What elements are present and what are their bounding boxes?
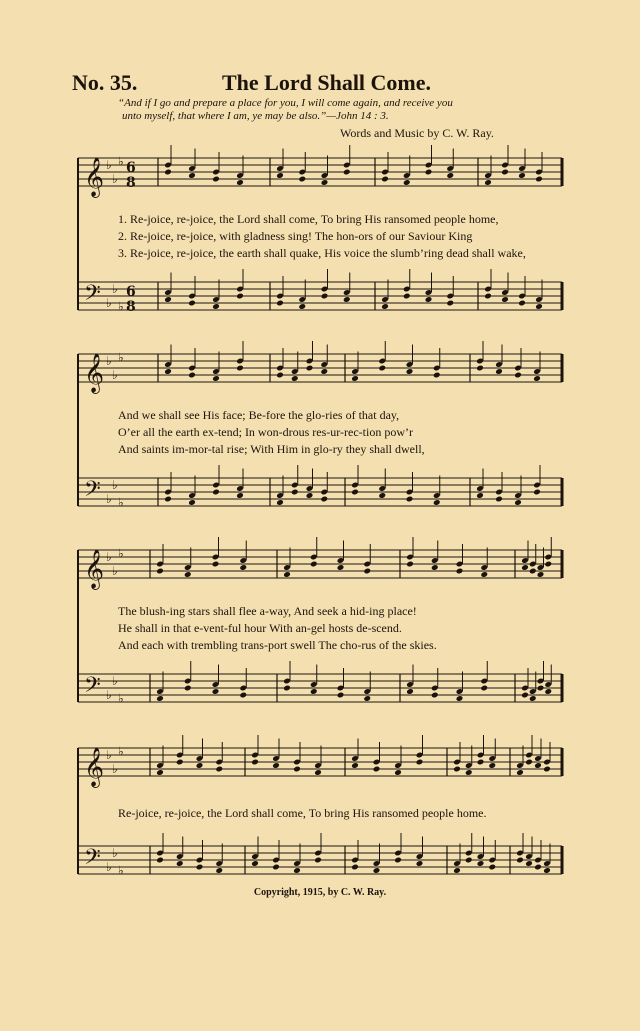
time-signature-bottom: 8 [126, 299, 136, 315]
note-head [276, 172, 284, 179]
note-head [476, 365, 484, 372]
note-head [212, 303, 220, 310]
note-head [293, 867, 301, 874]
note-head [518, 172, 526, 179]
lyric-system3-verse2: He shall in that e-vent-ful hour With an-gel hosts de-scend. [118, 621, 402, 635]
note-head [212, 489, 220, 496]
note-head [495, 368, 503, 375]
note-head [236, 293, 244, 300]
note-head [378, 492, 386, 499]
lyric-system4-refrain: Re-joice, re-joice, the Lord shall come, To bring His ransomed people home. [118, 806, 487, 820]
note-head [156, 568, 164, 575]
note-head [535, 176, 543, 183]
note-head [525, 860, 533, 867]
lyric-system2-verse2: O’er all the earth ex-tend; In won-drous res-ur-rec-tion pow’r [118, 425, 413, 439]
note-head [236, 179, 244, 186]
flat-sign: ♭ [118, 863, 124, 878]
note-head [394, 769, 402, 776]
note-head [314, 769, 322, 776]
note-head [480, 685, 488, 692]
flat-sign: ♭ [118, 744, 124, 759]
note-head [164, 169, 172, 176]
note-head [251, 860, 259, 867]
lyric-system2-verse3: And saints im-mor-tal rise; With Him in glo-ry they shall dwell, [118, 442, 425, 456]
flat-sign: ♭ [112, 762, 118, 776]
note-head [188, 172, 196, 179]
lyric-system1-verse3: 3. Re-joice, re-joice, the earth shall quake, His voice the slumb’ring dead shall wake, [118, 246, 526, 260]
note-head [283, 571, 291, 578]
note-head [343, 169, 351, 176]
note-head [431, 564, 439, 571]
note-head [433, 372, 441, 379]
note-head [373, 766, 381, 773]
flat-sign: ♭ [112, 564, 118, 578]
time-signature-bottom: 8 [126, 175, 136, 191]
flat-sign: ♭ [118, 350, 124, 365]
note-head [363, 695, 371, 702]
note-head [381, 176, 389, 183]
note-head [406, 368, 414, 375]
flat-sign: ♭ [106, 860, 112, 874]
treble-clef: 𝄞 [84, 353, 105, 393]
flat-sign: ♭ [112, 368, 118, 382]
note-head [306, 365, 314, 372]
note-head [215, 766, 223, 773]
note-head [433, 499, 441, 506]
note-head [544, 688, 552, 695]
note-head [188, 372, 196, 379]
note-head [176, 759, 184, 766]
flat-sign: ♭ [106, 550, 112, 564]
note-head [337, 564, 345, 571]
note-head [236, 492, 244, 499]
flat-sign: ♭ [106, 354, 112, 368]
note-head [431, 692, 439, 699]
flat-sign: ♭ [106, 492, 112, 506]
note-head [276, 300, 284, 307]
note-head [251, 759, 259, 766]
note-head [521, 564, 529, 571]
note-head [453, 867, 461, 874]
note-head [276, 499, 284, 506]
note-head [488, 864, 496, 871]
note-head [416, 759, 424, 766]
note-head [529, 568, 537, 575]
note-head [525, 759, 533, 766]
note-head [306, 492, 314, 499]
flat-sign: ♭ [112, 172, 118, 186]
note-head [196, 864, 204, 871]
note-head [272, 864, 280, 871]
flat-sign: ♭ [106, 688, 112, 702]
note-head [403, 179, 411, 186]
note-head [381, 303, 389, 310]
note-head [446, 172, 454, 179]
note-head [156, 857, 164, 864]
lyric-system3-verse3: And each with trembling trans-port swell The cho-rus of the skies. [118, 638, 437, 652]
note-head [196, 762, 204, 769]
note-head [321, 293, 329, 300]
note-head [406, 561, 414, 568]
note-head [425, 169, 433, 176]
note-head [156, 695, 164, 702]
flat-sign: ♭ [118, 546, 124, 561]
note-head [495, 496, 503, 503]
note-head [236, 365, 244, 372]
note-head [320, 496, 328, 503]
note-head [453, 766, 461, 773]
note-head [533, 489, 541, 496]
note-head [351, 375, 359, 382]
note-head [212, 561, 220, 568]
note-head [212, 688, 220, 695]
note-head [529, 695, 537, 702]
bass-clef: 𝄢 [84, 281, 101, 311]
note-head [456, 695, 464, 702]
note-head [535, 303, 543, 310]
flat-sign: ♭ [112, 674, 118, 688]
flat-sign: ♭ [112, 282, 118, 296]
note-head [488, 762, 496, 769]
note-head [351, 864, 359, 871]
note-head [298, 303, 306, 310]
flat-sign: ♭ [118, 691, 124, 706]
note-head [351, 489, 359, 496]
treble-clef: 𝄞 [84, 157, 105, 197]
note-head [291, 489, 299, 496]
hymn-number: No. 35. [72, 70, 138, 95]
time-signature-top: 6 [126, 284, 136, 300]
treble-clef: 𝄞 [84, 747, 105, 787]
note-head [188, 499, 196, 506]
note-head [310, 688, 318, 695]
note-head [476, 492, 484, 499]
note-head [378, 365, 386, 372]
note-head [456, 568, 464, 575]
flat-sign: ♭ [106, 296, 112, 310]
flat-sign: ♭ [106, 158, 112, 172]
note-head [373, 867, 381, 874]
note-head [477, 860, 485, 867]
note-head [533, 375, 541, 382]
note-head [363, 568, 371, 575]
flat-sign: ♭ [106, 748, 112, 762]
note-head [514, 499, 522, 506]
note-head [394, 857, 402, 864]
note-head [406, 688, 414, 695]
flat-sign: ♭ [112, 478, 118, 492]
note-head [314, 857, 322, 864]
note-head [164, 368, 172, 375]
note-head [283, 685, 291, 692]
note-head [343, 296, 351, 303]
lyric-system2-verse1: And we shall see His face; Be-fore the glo-ries of that day, [118, 408, 400, 422]
note-head [310, 561, 318, 568]
bass-clef: 𝄢 [84, 477, 101, 507]
note-head [543, 766, 551, 773]
note-head [212, 375, 220, 382]
note-head [484, 179, 492, 186]
epigraph-line-2: unto myself, that where I am, ye may be also.”—John 14 : 3. [122, 110, 389, 122]
lyric-system1-verse1: 1. Re-joice, re-joice, the Lord shall come, To bring His ransomed people home, [118, 212, 499, 226]
note-head [188, 300, 196, 307]
note-head [164, 296, 172, 303]
note-head [537, 571, 545, 578]
note-head [337, 692, 345, 699]
note-head [484, 293, 492, 300]
author-credit: Words and Music by C. W. Ray. [340, 126, 494, 140]
note-head [416, 860, 424, 867]
flat-sign: ♭ [118, 299, 124, 314]
note-head [320, 368, 328, 375]
note-head [425, 296, 433, 303]
copyright-notice: Copyright, 1915, by C. W. Ray. [253, 887, 387, 898]
note-head [406, 496, 414, 503]
note-head [212, 176, 220, 183]
epigraph-line-1: “And if I go and prepare a place for you, I will come again, and receive you [118, 97, 453, 109]
treble-clef: 𝄞 [84, 549, 105, 589]
note-head [239, 564, 247, 571]
note-head [184, 571, 192, 578]
bass-clef: 𝄢 [84, 845, 101, 875]
hymn-title: The Lord Shall Come. [222, 70, 432, 95]
note-head [276, 372, 284, 379]
note-head [543, 867, 551, 874]
note-head [501, 296, 509, 303]
flat-sign: ♭ [118, 495, 124, 510]
flat-sign: ♭ [112, 846, 118, 860]
note-head [477, 759, 485, 766]
note-head [534, 762, 542, 769]
note-head [501, 169, 509, 176]
note-head [403, 293, 411, 300]
note-head [321, 179, 329, 186]
note-head [164, 496, 172, 503]
bass-clef: 𝄢 [84, 673, 101, 703]
note-head [521, 692, 529, 699]
note-head [446, 300, 454, 307]
note-head [534, 864, 542, 871]
note-head [537, 685, 545, 692]
note-head [184, 685, 192, 692]
note-head [293, 766, 301, 773]
lyric-system3-verse1: The blush-ing stars shall flee a-way, And seek a hid-ing place! [118, 604, 417, 618]
time-signature-top: 6 [126, 160, 136, 176]
lyric-system1-verse2: 2. Re-joice, re-joice, with gladness sing! The hon-ors of our Saviour King [118, 229, 473, 243]
note-head [518, 300, 526, 307]
flat-sign: ♭ [118, 154, 124, 169]
note-head [516, 769, 524, 776]
note-head [514, 372, 522, 379]
note-head [516, 857, 524, 864]
note-head [176, 860, 184, 867]
note-head [239, 692, 247, 699]
note-head [298, 176, 306, 183]
note-head [351, 762, 359, 769]
note-head [465, 769, 473, 776]
note-head [544, 561, 552, 568]
note-head [156, 769, 164, 776]
note-head [215, 867, 223, 874]
note-head [480, 571, 488, 578]
note-head [465, 857, 473, 864]
note-head [272, 762, 280, 769]
note-head [291, 375, 299, 382]
